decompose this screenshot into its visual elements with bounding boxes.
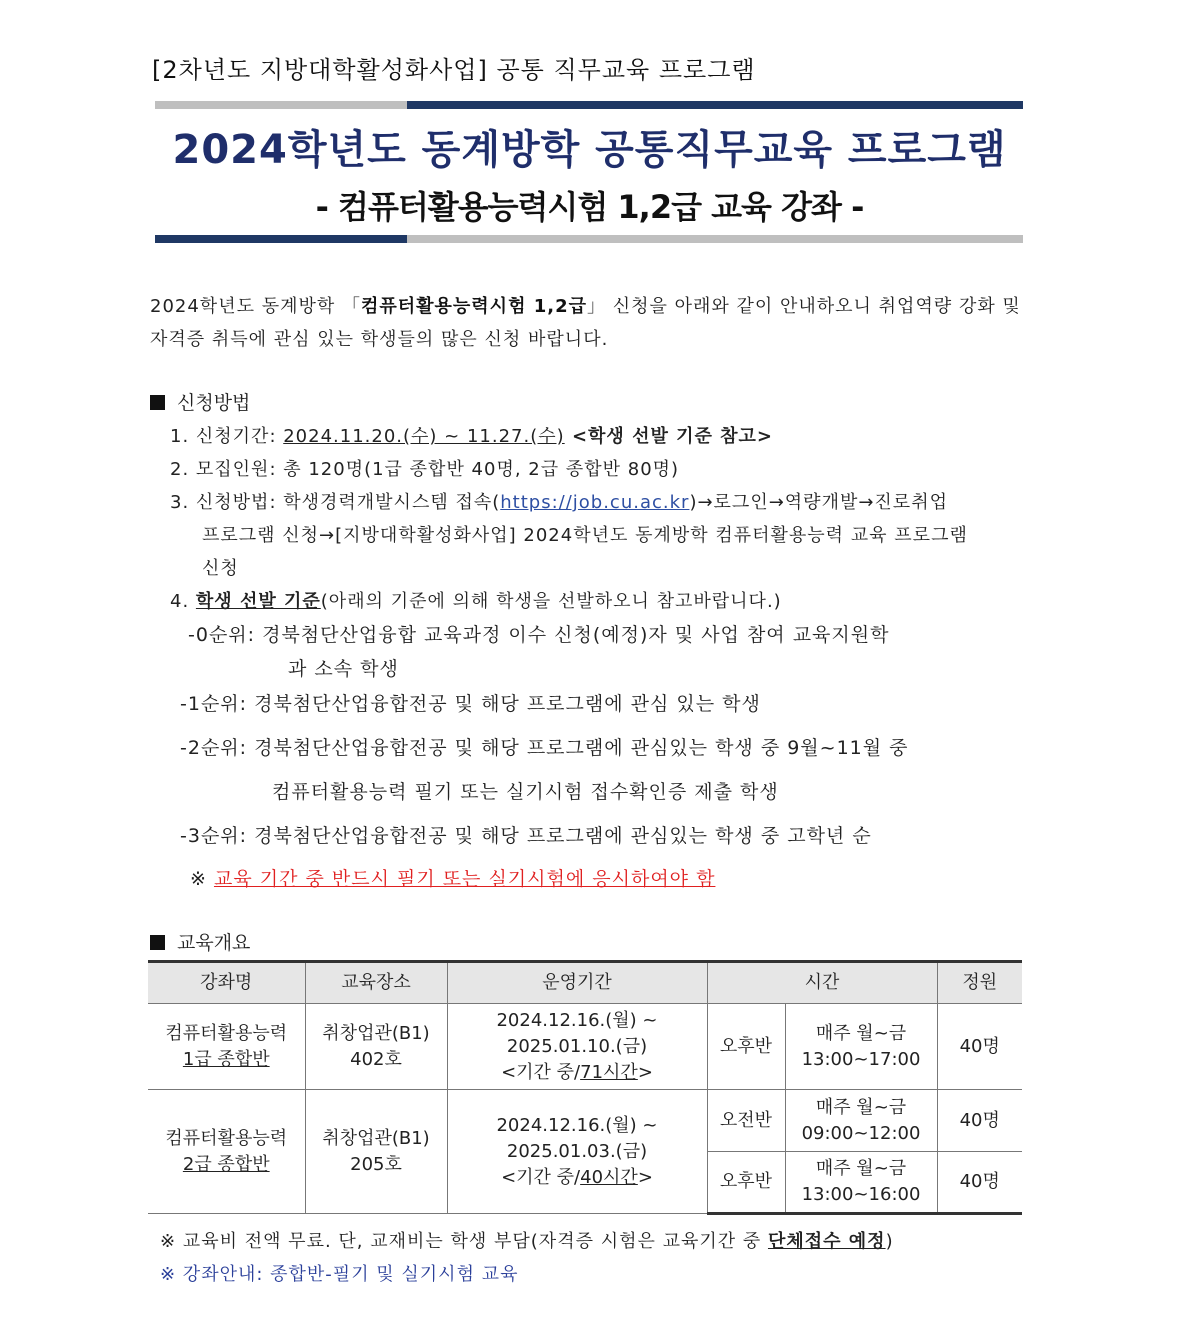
period-cell: 2024.12.16.(월) ~ 2025.01.03.(금) <기간 중/40시간> <box>447 1090 707 1214</box>
course-name-cell: 컴퓨터활용능력 1급 종합반 <box>148 1004 305 1090</box>
main-title: 2024학년도 동계방학 공통직무교육 프로그램 <box>172 127 1007 173</box>
apply-method: 3. 신청방법: 학생경력개발시스템 접속(https://job.cu.ac.kr)→로그인→역량개발→진로취업 <box>170 492 948 513</box>
selection-criteria-title: 학생 선발 기준 <box>195 591 321 612</box>
course-guide-note: ※ 강좌안내: 종합반-필기 및 실기시험 교육 <box>160 1264 519 1285</box>
session-label-cell: 오후반 <box>707 1152 785 1214</box>
capacity-cell: 40명 <box>937 1152 1022 1214</box>
group-registration-note: 단체접수 예정 <box>767 1231 886 1252</box>
capacity-cell: 40명 <box>937 1090 1022 1152</box>
job-portal-link[interactable]: https://job.cu.ac.kr <box>500 492 690 513</box>
session-label-cell: 오후반 <box>707 1004 785 1090</box>
title-bottom-band <box>155 235 1023 243</box>
col-header-course: 강좌명 <box>148 962 305 1004</box>
period-cell: 2024.12.16.(월) ~ 2025.01.10.(금) <기간 중/71시간> <box>447 1004 707 1090</box>
sub-title: - 컴퓨터활용능력시험 1,2급 교육 강좌 - <box>315 188 864 226</box>
section-apply-heading: 신청방법 <box>150 388 250 415</box>
rank-0-line2: 과 소속 학생 <box>288 658 399 680</box>
place-cell: 취창업관(B1) 205호 <box>305 1090 447 1214</box>
col-header-place: 교육장소 <box>305 962 447 1004</box>
place-cell: 취창업관(B1) 402호 <box>305 1004 447 1090</box>
session-label-cell: 오전반 <box>707 1090 785 1152</box>
session-time-cell: 매주 월~금 09:00~12:00 <box>785 1090 937 1152</box>
rank-0: -0순위: 경북첨단산업융합 교육과정 이수 신청(예정)자 및 사업 참여 교육지원학 <box>188 624 890 646</box>
session-time-cell: 매주 월~금 13:00~16:00 <box>785 1152 937 1214</box>
table-header-row <box>148 962 1022 1004</box>
intro-course-name: 컴퓨터활용능력시험 1,2급 <box>360 296 588 317</box>
course-schedule-table <box>148 960 1022 1215</box>
apply-method-line2: 프로그램 신청→[지방대학활성화사업] 2024학년도 동계방학 컴퓨터활용능력 교육 프로그램 <box>202 525 968 546</box>
course-name-cell: 컴퓨터활용능력 2급 종합반 <box>148 1090 305 1214</box>
program-header: [2차년도 지방대학활성화사업] 공통 직무교육 프로그램 <box>152 56 756 84</box>
session-time-cell: 매주 월~금 13:00~17:00 <box>785 1004 937 1090</box>
title-top-band <box>155 101 1023 109</box>
fee-note: ※ 교육비 전액 무료. 단, 교재비는 학생 부담(자격증 시험은 교육기간 중 단체접수 예정) <box>160 1231 894 1252</box>
capacity-cell: 40명 <box>937 1004 1022 1090</box>
rank-3: -3순위: 경북첨단산업융합전공 및 해당 프로그램에 관심있는 학생 중 고학년 순 <box>180 825 872 847</box>
rank-2-line2: 컴퓨터활용능력 필기 또는 실기시험 접수확인증 제출 학생 <box>272 781 779 803</box>
section-overview-heading: 교육개요 <box>150 928 250 955</box>
col-header-capacity: 정원 <box>937 962 1022 1004</box>
col-header-time: 시간 <box>707 962 937 1004</box>
selection-criteria: 4. 학생 선발 기준(아래의 기준에 의해 학생을 선발하오니 참고바랍니다.) <box>170 591 782 612</box>
exam-notice: ※ 교육 기간 중 반드시 필기 또는 실기시험에 응시하여야 함 <box>190 868 716 890</box>
square-bullet-icon <box>150 395 165 410</box>
intro-paragraph: 2024학년도 동계방학 「컴퓨터활용능력시험 1,2급」 신청을 아래와 같이 안내하오니 취업역량 강화 및 자격증 취득에 관심 있는 학생들의 많은 신청 바랍니다. <box>150 296 1021 350</box>
apply-method-line3: 신청 <box>202 558 239 579</box>
col-header-period: 운영기간 <box>447 962 707 1004</box>
apply-quota: 2. 모집인원: 총 120명(1급 종합반 40명, 2급 종합반 80명) <box>170 459 680 480</box>
apply-period-dates: 2024.11.20.(수) ~ 11.27.(수) <box>283 426 565 447</box>
exam-notice-text: 교육 기간 중 반드시 필기 또는 실기시험에 응시하여야 함 <box>213 868 716 890</box>
rank-1: -1순위: 경북첨단산업융합전공 및 해당 프로그램에 관심 있는 학생 <box>180 693 761 715</box>
table-row <box>148 1090 1022 1152</box>
square-bullet-icon <box>150 935 165 950</box>
apply-period: 1. 신청기간: 2024.11.20.(수) ~ 11.27.(수) <학생 선발 기준 참고> <box>170 426 774 447</box>
table-row <box>148 1004 1022 1090</box>
rank-2: -2순위: 경북첨단산업융합전공 및 해당 프로그램에 관심있는 학생 중 9월~11월 중 <box>180 737 909 759</box>
